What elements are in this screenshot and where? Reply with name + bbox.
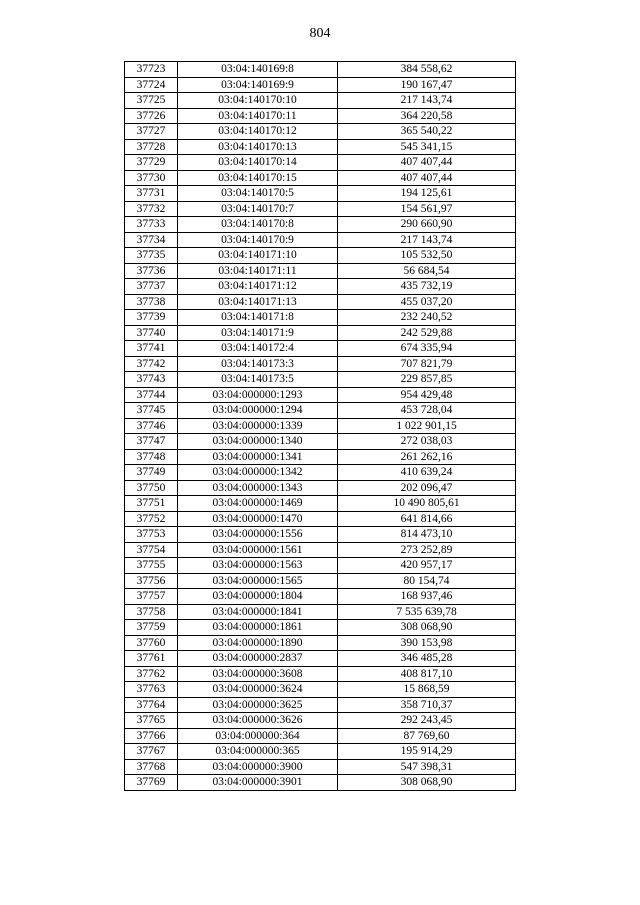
row-number-cell: 37730 bbox=[125, 170, 178, 186]
value-cell: 641 814,66 bbox=[338, 511, 516, 527]
table-row bbox=[125, 728, 516, 744]
row-number-cell: 37758 bbox=[125, 604, 178, 620]
cadastral-number-cell: 03:04:000000:1293 bbox=[178, 387, 338, 403]
value-cell: 105 532,50 bbox=[338, 248, 516, 264]
row-number-cell: 37769 bbox=[125, 775, 178, 791]
table-row bbox=[125, 403, 516, 419]
table-row bbox=[125, 232, 516, 248]
table-row bbox=[125, 744, 516, 760]
value-cell: 168 937,46 bbox=[338, 589, 516, 605]
table-row bbox=[125, 759, 516, 775]
cadastral-number-cell: 03:04:140172:4 bbox=[178, 341, 338, 357]
table-row bbox=[125, 77, 516, 93]
value-cell: 15 868,59 bbox=[338, 682, 516, 698]
table-row bbox=[125, 775, 516, 791]
value-cell: 390 153,98 bbox=[338, 635, 516, 651]
row-number-cell: 37740 bbox=[125, 325, 178, 341]
cadastral-number-cell: 03:04:140170:9 bbox=[178, 232, 338, 248]
value-cell: 290 660,90 bbox=[338, 217, 516, 233]
value-cell: 435 732,19 bbox=[338, 279, 516, 295]
value-cell: 455 037,20 bbox=[338, 294, 516, 310]
cadastral-number-cell: 03:04:140170:8 bbox=[178, 217, 338, 233]
cadastral-number-cell: 03:04:140170:14 bbox=[178, 155, 338, 171]
cadastral-number-cell: 03:04:000000:1563 bbox=[178, 558, 338, 574]
table-row bbox=[125, 434, 516, 450]
cadastral-number-cell: 03:04:140173:3 bbox=[178, 356, 338, 372]
cadastral-number-cell: 03:04:000000:365 bbox=[178, 744, 338, 760]
value-cell: 272 038,03 bbox=[338, 434, 516, 450]
row-number-cell: 37725 bbox=[125, 93, 178, 109]
table-row bbox=[125, 620, 516, 636]
table-row bbox=[125, 480, 516, 496]
cadastral-number-cell: 03:04:140170:10 bbox=[178, 93, 338, 109]
row-number-cell: 37760 bbox=[125, 635, 178, 651]
value-cell: 242 529,88 bbox=[338, 325, 516, 341]
cadastral-number-cell: 03:04:000000:3901 bbox=[178, 775, 338, 791]
cadastral-number-cell: 03:04:140171:8 bbox=[178, 310, 338, 326]
row-number-cell: 37734 bbox=[125, 232, 178, 248]
row-number-cell: 37756 bbox=[125, 573, 178, 589]
row-number-cell: 37746 bbox=[125, 418, 178, 434]
row-number-cell: 37743 bbox=[125, 372, 178, 388]
row-number-cell: 37735 bbox=[125, 248, 178, 264]
row-number-cell: 37755 bbox=[125, 558, 178, 574]
cadastral-number-cell: 03:04:000000:1470 bbox=[178, 511, 338, 527]
cadastral-number-cell: 03:04:140171:9 bbox=[178, 325, 338, 341]
value-cell: 410 639,24 bbox=[338, 465, 516, 481]
cadastral-number-cell: 03:04:000000:3608 bbox=[178, 666, 338, 682]
row-number-cell: 37744 bbox=[125, 387, 178, 403]
table-row bbox=[125, 62, 516, 78]
table-row bbox=[125, 93, 516, 109]
row-number-cell: 37727 bbox=[125, 124, 178, 140]
cadastral-number-cell: 03:04:000000:2837 bbox=[178, 651, 338, 667]
value-cell: 7 535 639,78 bbox=[338, 604, 516, 620]
table-row bbox=[125, 186, 516, 202]
table-row bbox=[125, 465, 516, 481]
row-number-cell: 37763 bbox=[125, 682, 178, 698]
table-row bbox=[125, 527, 516, 543]
table-row bbox=[125, 713, 516, 729]
cadastral-number-cell: 03:04:000000:1339 bbox=[178, 418, 338, 434]
cadastral-number-cell: 03:04:000000:3624 bbox=[178, 682, 338, 698]
cadastral-number-cell: 03:04:000000:1804 bbox=[178, 589, 338, 605]
table-row bbox=[125, 356, 516, 372]
value-cell: 217 143,74 bbox=[338, 93, 516, 109]
value-cell: 407 407,44 bbox=[338, 170, 516, 186]
table-row bbox=[125, 542, 516, 558]
cadastral-number-cell: 03:04:000000:1341 bbox=[178, 449, 338, 465]
table-row bbox=[125, 651, 516, 667]
table-row bbox=[125, 387, 516, 403]
cadastral-number-cell: 03:04:000000:1556 bbox=[178, 527, 338, 543]
row-number-cell: 37728 bbox=[125, 139, 178, 155]
value-cell: 954 429,48 bbox=[338, 387, 516, 403]
cadastral-number-cell: 03:04:000000:1469 bbox=[178, 496, 338, 512]
value-cell: 547 398,31 bbox=[338, 759, 516, 775]
value-cell: 195 914,29 bbox=[338, 744, 516, 760]
value-cell: 420 957,17 bbox=[338, 558, 516, 574]
value-cell: 364 220,58 bbox=[338, 108, 516, 124]
cadastral-number-cell: 03:04:140171:12 bbox=[178, 279, 338, 295]
table-row bbox=[125, 372, 516, 388]
row-number-cell: 37752 bbox=[125, 511, 178, 527]
cadastral-number-cell: 03:04:140170:11 bbox=[178, 108, 338, 124]
row-number-cell: 37733 bbox=[125, 217, 178, 233]
table-row bbox=[125, 310, 516, 326]
table-row bbox=[125, 325, 516, 341]
value-cell: 308 068,90 bbox=[338, 775, 516, 791]
row-number-cell: 37723 bbox=[125, 62, 178, 78]
table-row bbox=[125, 217, 516, 233]
row-number-cell: 37754 bbox=[125, 542, 178, 558]
value-cell: 308 068,90 bbox=[338, 620, 516, 636]
row-number-cell: 37736 bbox=[125, 263, 178, 279]
value-cell: 273 252,89 bbox=[338, 542, 516, 558]
cadastral-number-cell: 03:04:140171:10 bbox=[178, 248, 338, 264]
cadastral-number-cell: 03:04:000000:3626 bbox=[178, 713, 338, 729]
value-cell: 80 154,74 bbox=[338, 573, 516, 589]
table-body bbox=[125, 62, 516, 791]
table-row bbox=[125, 248, 516, 264]
table-row bbox=[125, 170, 516, 186]
table-row bbox=[125, 682, 516, 698]
value-cell: 346 485,28 bbox=[338, 651, 516, 667]
value-cell: 384 558,62 bbox=[338, 62, 516, 78]
value-cell: 217 143,74 bbox=[338, 232, 516, 248]
row-number-cell: 37750 bbox=[125, 480, 178, 496]
cadastral-number-cell: 03:04:140170:5 bbox=[178, 186, 338, 202]
row-number-cell: 37759 bbox=[125, 620, 178, 636]
value-cell: 56 684,54 bbox=[338, 263, 516, 279]
table-row bbox=[125, 511, 516, 527]
table-row bbox=[125, 666, 516, 682]
table-row bbox=[125, 294, 516, 310]
value-cell: 87 769,60 bbox=[338, 728, 516, 744]
value-cell: 1 022 901,15 bbox=[338, 418, 516, 434]
value-cell: 292 243,45 bbox=[338, 713, 516, 729]
cadastral-number-cell: 03:04:000000:1343 bbox=[178, 480, 338, 496]
value-cell: 453 728,04 bbox=[338, 403, 516, 419]
value-cell: 545 341,15 bbox=[338, 139, 516, 155]
table-row bbox=[125, 697, 516, 713]
value-cell: 232 240,52 bbox=[338, 310, 516, 326]
table-row bbox=[125, 449, 516, 465]
row-number-cell: 37741 bbox=[125, 341, 178, 357]
row-number-cell: 37751 bbox=[125, 496, 178, 512]
cadastral-number-cell: 03:04:000000:1890 bbox=[178, 635, 338, 651]
table-row bbox=[125, 604, 516, 620]
table-row bbox=[125, 573, 516, 589]
value-cell: 190 167,47 bbox=[338, 77, 516, 93]
row-number-cell: 37761 bbox=[125, 651, 178, 667]
cadastral-number-cell: 03:04:000000:364 bbox=[178, 728, 338, 744]
row-number-cell: 37749 bbox=[125, 465, 178, 481]
row-number-cell: 37748 bbox=[125, 449, 178, 465]
row-number-cell: 37762 bbox=[125, 666, 178, 682]
table-row bbox=[125, 263, 516, 279]
row-number-cell: 37732 bbox=[125, 201, 178, 217]
cadastral-number-cell: 03:04:000000:1861 bbox=[178, 620, 338, 636]
cadastral-number-cell: 03:04:000000:1561 bbox=[178, 542, 338, 558]
page-number: 804 bbox=[309, 26, 331, 41]
cadastral-number-cell: 03:04:000000:1294 bbox=[178, 403, 338, 419]
row-number-cell: 37768 bbox=[125, 759, 178, 775]
value-cell: 674 335,94 bbox=[338, 341, 516, 357]
row-number-cell: 37745 bbox=[125, 403, 178, 419]
cadastral-number-cell: 03:04:000000:3900 bbox=[178, 759, 338, 775]
cadastral-number-cell: 03:04:140170:13 bbox=[178, 139, 338, 155]
table-row bbox=[125, 341, 516, 357]
row-number-cell: 37729 bbox=[125, 155, 178, 171]
table-row bbox=[125, 418, 516, 434]
cadastral-number-cell: 03:04:140171:13 bbox=[178, 294, 338, 310]
cadastral-number-cell: 03:04:140169:8 bbox=[178, 62, 338, 78]
value-cell: 10 490 805,61 bbox=[338, 496, 516, 512]
table-row bbox=[125, 558, 516, 574]
table-row bbox=[125, 108, 516, 124]
table-row bbox=[125, 589, 516, 605]
cadastral-value-table bbox=[124, 61, 516, 791]
value-cell: 365 540,22 bbox=[338, 124, 516, 140]
cadastral-number-cell: 03:04:140170:15 bbox=[178, 170, 338, 186]
table-row bbox=[125, 155, 516, 171]
cadastral-number-cell: 03:04:000000:1342 bbox=[178, 465, 338, 481]
cadastral-number-cell: 03:04:140170:7 bbox=[178, 201, 338, 217]
row-number-cell: 37747 bbox=[125, 434, 178, 450]
row-number-cell: 37742 bbox=[125, 356, 178, 372]
cadastral-number-cell: 03:04:000000:1841 bbox=[178, 604, 338, 620]
row-number-cell: 37737 bbox=[125, 279, 178, 295]
value-cell: 202 096,47 bbox=[338, 480, 516, 496]
cadastral-number-cell: 03:04:000000:1565 bbox=[178, 573, 338, 589]
row-number-cell: 37766 bbox=[125, 728, 178, 744]
table-row bbox=[125, 635, 516, 651]
table-row bbox=[125, 139, 516, 155]
row-number-cell: 37765 bbox=[125, 713, 178, 729]
row-number-cell: 37726 bbox=[125, 108, 178, 124]
value-cell: 707 821,79 bbox=[338, 356, 516, 372]
row-number-cell: 37757 bbox=[125, 589, 178, 605]
value-cell: 358 710,37 bbox=[338, 697, 516, 713]
row-number-cell: 37764 bbox=[125, 697, 178, 713]
table-row bbox=[125, 496, 516, 512]
value-cell: 154 561,97 bbox=[338, 201, 516, 217]
table-row bbox=[125, 201, 516, 217]
value-cell: 194 125,61 bbox=[338, 186, 516, 202]
row-number-cell: 37739 bbox=[125, 310, 178, 326]
value-cell: 408 817,10 bbox=[338, 666, 516, 682]
cadastral-number-cell: 03:04:000000:3625 bbox=[178, 697, 338, 713]
row-number-cell: 37753 bbox=[125, 527, 178, 543]
cadastral-number-cell: 03:04:000000:1340 bbox=[178, 434, 338, 450]
value-cell: 814 473,10 bbox=[338, 527, 516, 543]
cadastral-number-cell: 03:04:140173:5 bbox=[178, 372, 338, 388]
row-number-cell: 37738 bbox=[125, 294, 178, 310]
table-row bbox=[125, 124, 516, 140]
value-cell: 229 857,85 bbox=[338, 372, 516, 388]
cadastral-number-cell: 03:04:140169:9 bbox=[178, 77, 338, 93]
cadastral-number-cell: 03:04:140170:12 bbox=[178, 124, 338, 140]
cadastral-number-cell: 03:04:140171:11 bbox=[178, 263, 338, 279]
row-number-cell: 37731 bbox=[125, 186, 178, 202]
table-row bbox=[125, 279, 516, 295]
value-cell: 407 407,44 bbox=[338, 155, 516, 171]
row-number-cell: 37724 bbox=[125, 77, 178, 93]
row-number-cell: 37767 bbox=[125, 744, 178, 760]
value-cell: 261 262,16 bbox=[338, 449, 516, 465]
